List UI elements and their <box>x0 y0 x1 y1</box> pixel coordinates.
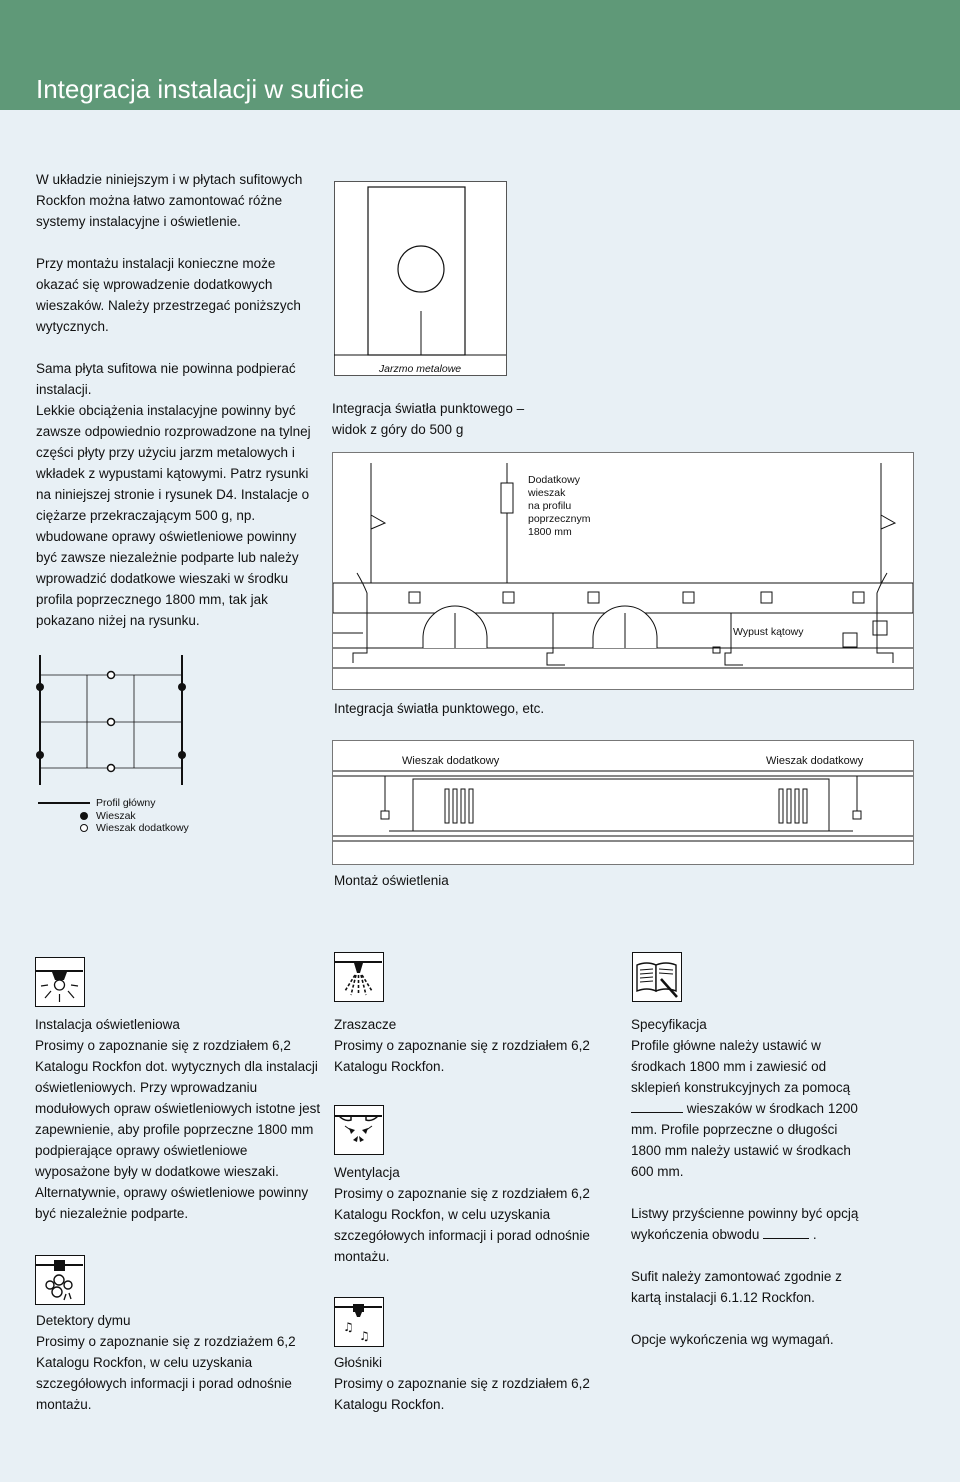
ventilation-section <box>334 1162 604 1267</box>
note-line-1: Dodatkowy <box>528 474 580 486</box>
top-view-caption-line-1: Integracja światła punktowego – <box>332 401 525 416</box>
spec-paragraph-3: Sufit należy zamontować zgodnie z kartą instalacji 6.1.12 Rockfon. <box>631 1269 842 1305</box>
grid-legend <box>36 797 189 835</box>
spec-p2-part-a: Listwy przyścienne powinny być opcją wykończenia obwodu <box>631 1206 859 1242</box>
speakers-section <box>334 1352 604 1415</box>
section-drawing <box>333 453 913 689</box>
luminaire-diagram <box>332 740 914 865</box>
sprinklers-section <box>334 1014 604 1077</box>
top-view-caption <box>332 398 524 440</box>
extra-hanger-right-label: Wieszak dodatkowy <box>766 755 864 767</box>
top-view-drawing <box>334 181 508 377</box>
ventilation-title: Wentylacja <box>334 1165 400 1180</box>
section-caption: Integracja światła punktowego, etc. <box>334 701 545 716</box>
smoke-title: Detektory dymu <box>36 1313 131 1328</box>
legend-main-profile <box>36 797 189 810</box>
lighting-body: Prosimy o zapoznanie się z rozdziałem 6,2 Katalogu Rockfon dot. wytycznych dla instalacji oświetleniowych. Przy wprowadzaniu modułowych opraw oświetleniowych istotne jest zapewnienie, aby profile poprzeczne 1800 mm podpierające oprawy oświetleniowe wyposażone były w dodatkowe wieszaki. Alternatywnie, oprawy oświetleniowe powinny być niezależnie podparte. <box>35 1038 321 1221</box>
smoke-section <box>36 1310 326 1415</box>
note-line-3: na profilu <box>528 500 572 512</box>
smoke-detector-icon <box>35 1255 85 1305</box>
spec-section <box>631 1014 871 1350</box>
page-title: Integracja instalacji w suficie <box>36 74 365 104</box>
ventilation-icon <box>334 1105 384 1155</box>
lamp-icon <box>35 957 85 1007</box>
intro-paragraph-2: Przy montażu instalacji konieczne może okazać się wprowadzenie dodatkowych wieszaków. Należy przestrzegać poniższych wytycznych. <box>36 256 301 334</box>
spec-paragraph-4: Opcje wykończenia wg wymagań. <box>631 1332 834 1347</box>
book-pen-icon <box>632 952 682 1002</box>
ventilation-body: Prosimy o zapoznanie się z rozdziałem 6,2 Katalogu Rockfon, w celu uzyskania szczegółowych informacji i porad odnośnie montażu. <box>334 1186 590 1264</box>
spec-paragraph-2 <box>631 1203 871 1245</box>
svg-text:♫: ♫ <box>359 1329 370 1343</box>
sprinklers-body: Prosimy o zapoznanie się z rozdziałem 6,2 Katalogu Rockfon. <box>334 1038 590 1074</box>
hollow-dot-symbol <box>80 824 88 832</box>
note-line-4: poprzecznym <box>528 513 591 525</box>
section-diagram <box>332 452 914 690</box>
grid-layout-drawing <box>30 655 200 785</box>
note-line-5: 1800 mm <box>528 526 572 538</box>
legend-hanger <box>36 810 189 823</box>
blank-field-2 <box>763 1226 809 1239</box>
speakers-title: Głośniki <box>334 1355 383 1370</box>
corner-insert-label: Wypust kątowy <box>733 626 804 638</box>
top-view-caption-line-2: widok z góry do 500 g <box>332 422 464 437</box>
legend-extra-hanger <box>36 822 189 835</box>
svg-text:♫: ♫ <box>343 1320 354 1334</box>
spec-paragraph-1 <box>631 1035 871 1182</box>
smoke-body: Prosimy o zapoznanie się z rozdziażem 6,2 Katalogu Rockfon, w celu uzyskania szczegółowych informacji i porad odnośnie montażu. <box>36 1334 296 1412</box>
speaker-icon <box>334 1297 384 1347</box>
speakers-body: Prosimy o zapoznanie się z rozdziałem 6,2 Katalogu Rockfon. <box>334 1376 590 1412</box>
intro-paragraph-3: Sama płyta sufitowa nie powinna podpierać instalacji. <box>36 361 296 397</box>
sprinklers-title: Zraszacze <box>334 1017 397 1032</box>
spec-title: Specyfikacja <box>631 1017 707 1032</box>
line-symbol <box>38 802 90 804</box>
legend-hanger-label: Wieszak <box>96 809 136 822</box>
luminaire-caption: Montaż oświetlenia <box>334 873 449 888</box>
note-line-2: wieszak <box>528 487 566 499</box>
blank-field <box>631 1100 683 1113</box>
sprinkler-icon <box>334 952 384 1002</box>
legend-extra-hanger-label: Wieszak dodatkowy <box>96 822 189 834</box>
top-view-diagram <box>334 181 506 375</box>
intro-paragraph-1: W układzie niniejszym i w płytach sufitowych Rockfon można łatwo zamontować różne systemy instalacyjne i oświetlenie. <box>36 172 303 229</box>
spec-p2-part-b: . <box>812 1227 817 1242</box>
intro-paragraph-4: Lekkie obciążenia instalacyjne powinny być zawsze odpowiednio rozprowadzone na tylnej części płyty przy użyciu jarzm metalowych i wkładek z wypustami kątowymi. Patrz rysunki na niniejszej stronie i rysunek D4. Instalacje o ciężarze przekraczającym 500 g, np. wbudowane oprawy oświetleniowe powinny być zawsze niezależnie podparte lub należy wprowadzić dodatkowe wieszaki w środku profila poprzecznego 1800 mm, tak jak pokazano niżej na rysunku. <box>36 403 311 628</box>
yoke-label: Jarzmo metalowe <box>378 363 462 375</box>
lighting-section <box>35 1014 325 1224</box>
lighting-title: Instalacja oświetleniowa <box>35 1017 180 1032</box>
spec-p1-part-a: Profile główne należy ustawić w środkach 1800 mm i zawiesić od sklepień konstrukcyjnych za pomocą <box>631 1038 851 1095</box>
spec-p1-part-b: wieszaków w środkach 1200 mm. Profile poprzeczne o długości 1800 mm należy ustawić w środkach 600 mm. <box>631 1101 858 1179</box>
page-header <box>0 0 960 110</box>
intro-text <box>36 169 321 631</box>
extra-hanger-left-label: Wieszak dodatkowy <box>402 755 500 767</box>
extra-hanger-note <box>528 474 590 539</box>
legend-main-profile-label: Profil główny <box>96 797 156 809</box>
filled-dot-symbol <box>80 812 88 820</box>
